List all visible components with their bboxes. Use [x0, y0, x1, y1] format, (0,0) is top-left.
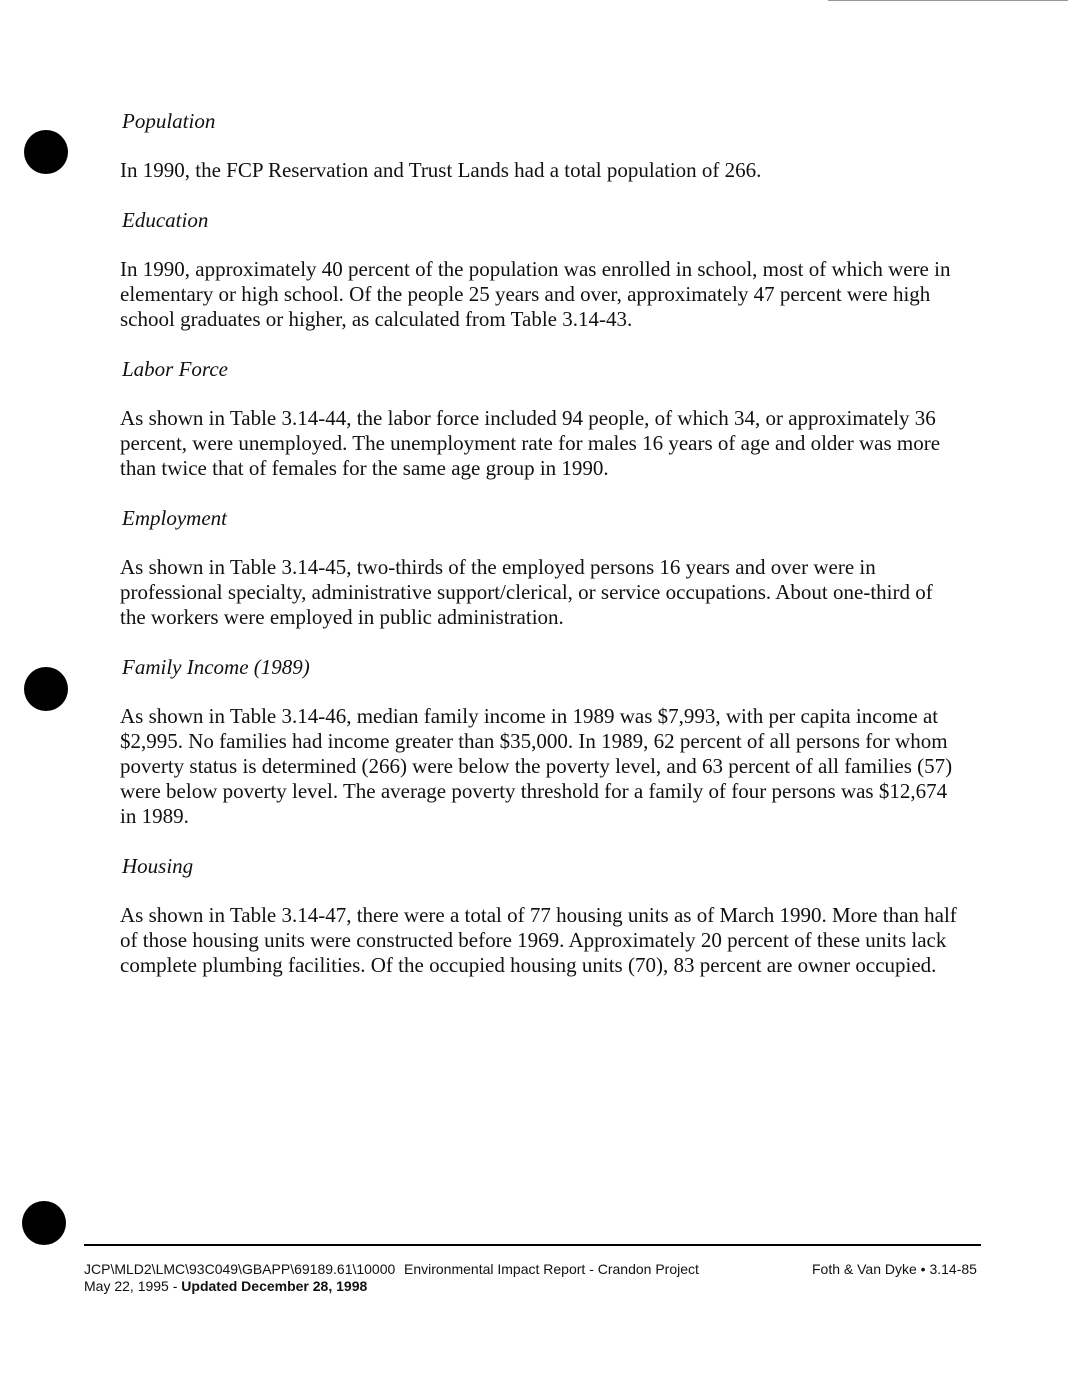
section-heading: Family Income (1989): [122, 655, 310, 679]
section-employment: [120, 503, 960, 630]
footer-file-info: [84, 1261, 395, 1295]
section-heading: Labor Force: [122, 357, 228, 381]
punch-hole-top: [24, 130, 68, 174]
footer-company-page: Foth & Van Dyke • 3.14-85: [812, 1261, 977, 1277]
footer-file-path: JCP\MLD2\LMC\93C049\GBAPP\69189.61\10000: [84, 1261, 396, 1277]
section-paragraph: As shown in Table 3.14-47, there were a total of 77 housing units as of March 1990. More than half of those housing units were constructed before 1969. Approximately 20 percent of these units lack complete plumbing facilities. Of the occupied housing units (70), 83 percent are owner occupied.: [120, 903, 957, 977]
section-labor-force: [120, 354, 960, 481]
footer-dates: [84, 1278, 395, 1295]
punch-hole-bottom: [22, 1201, 66, 1245]
section-heading: Population: [122, 109, 216, 133]
section-family-income: [120, 652, 960, 829]
section-heading: Education: [122, 208, 209, 232]
section-heading: Employment: [122, 506, 227, 530]
section-paragraph: In 1990, the FCP Reservation and Trust Lands had a total population of 266.: [120, 158, 762, 182]
section-population: [120, 106, 960, 183]
section-education: [120, 205, 960, 332]
section-housing: [120, 851, 960, 978]
footer-date-original: May 22, 1995 -: [84, 1278, 182, 1294]
section-paragraph: As shown in Table 3.14-44, the labor force included 94 people, of which 34, or approximately 36 percent, were unemployed. The unemployment rate for males 16 years of age and older was more than twice that of females for the same age group in 1990.: [120, 406, 941, 480]
document-body: [120, 106, 960, 1000]
footer-report-title: Environmental Impact Report - Crandon Project: [404, 1261, 699, 1277]
section-paragraph: In 1990, approximately 40 percent of the population was enrolled in school, most of which were in elementary or high school. Of the people 25 years and over, approximately 47 percent were high school graduates or higher, as calculated from Table 3.14-43.: [120, 257, 951, 331]
top-edge-rule: [828, 0, 1068, 1]
footer-rule: [84, 1244, 981, 1246]
section-paragraph: As shown in Table 3.14-45, two-thirds of the employed persons 16 years and over were in professional specialty, administrative support/clerical, or service occupations. About one-third of the workers were employed in public administration.: [120, 555, 933, 629]
punch-hole-middle: [24, 667, 68, 711]
section-paragraph: As shown in Table 3.14-46, median family income in 1989 was $7,993, with per capita income at $2,995. No families had income greater than $35,000. In 1989, 62 percent of all persons for whom poverty status is determined (266) were below the poverty level, and 63 percent of all families (57) were below poverty level. The average poverty threshold for a family of four persons was $12,674 in 1989.: [120, 704, 953, 828]
footer-date-updated: Updated December 28, 1998: [181, 1278, 368, 1294]
section-heading: Housing: [122, 854, 194, 878]
